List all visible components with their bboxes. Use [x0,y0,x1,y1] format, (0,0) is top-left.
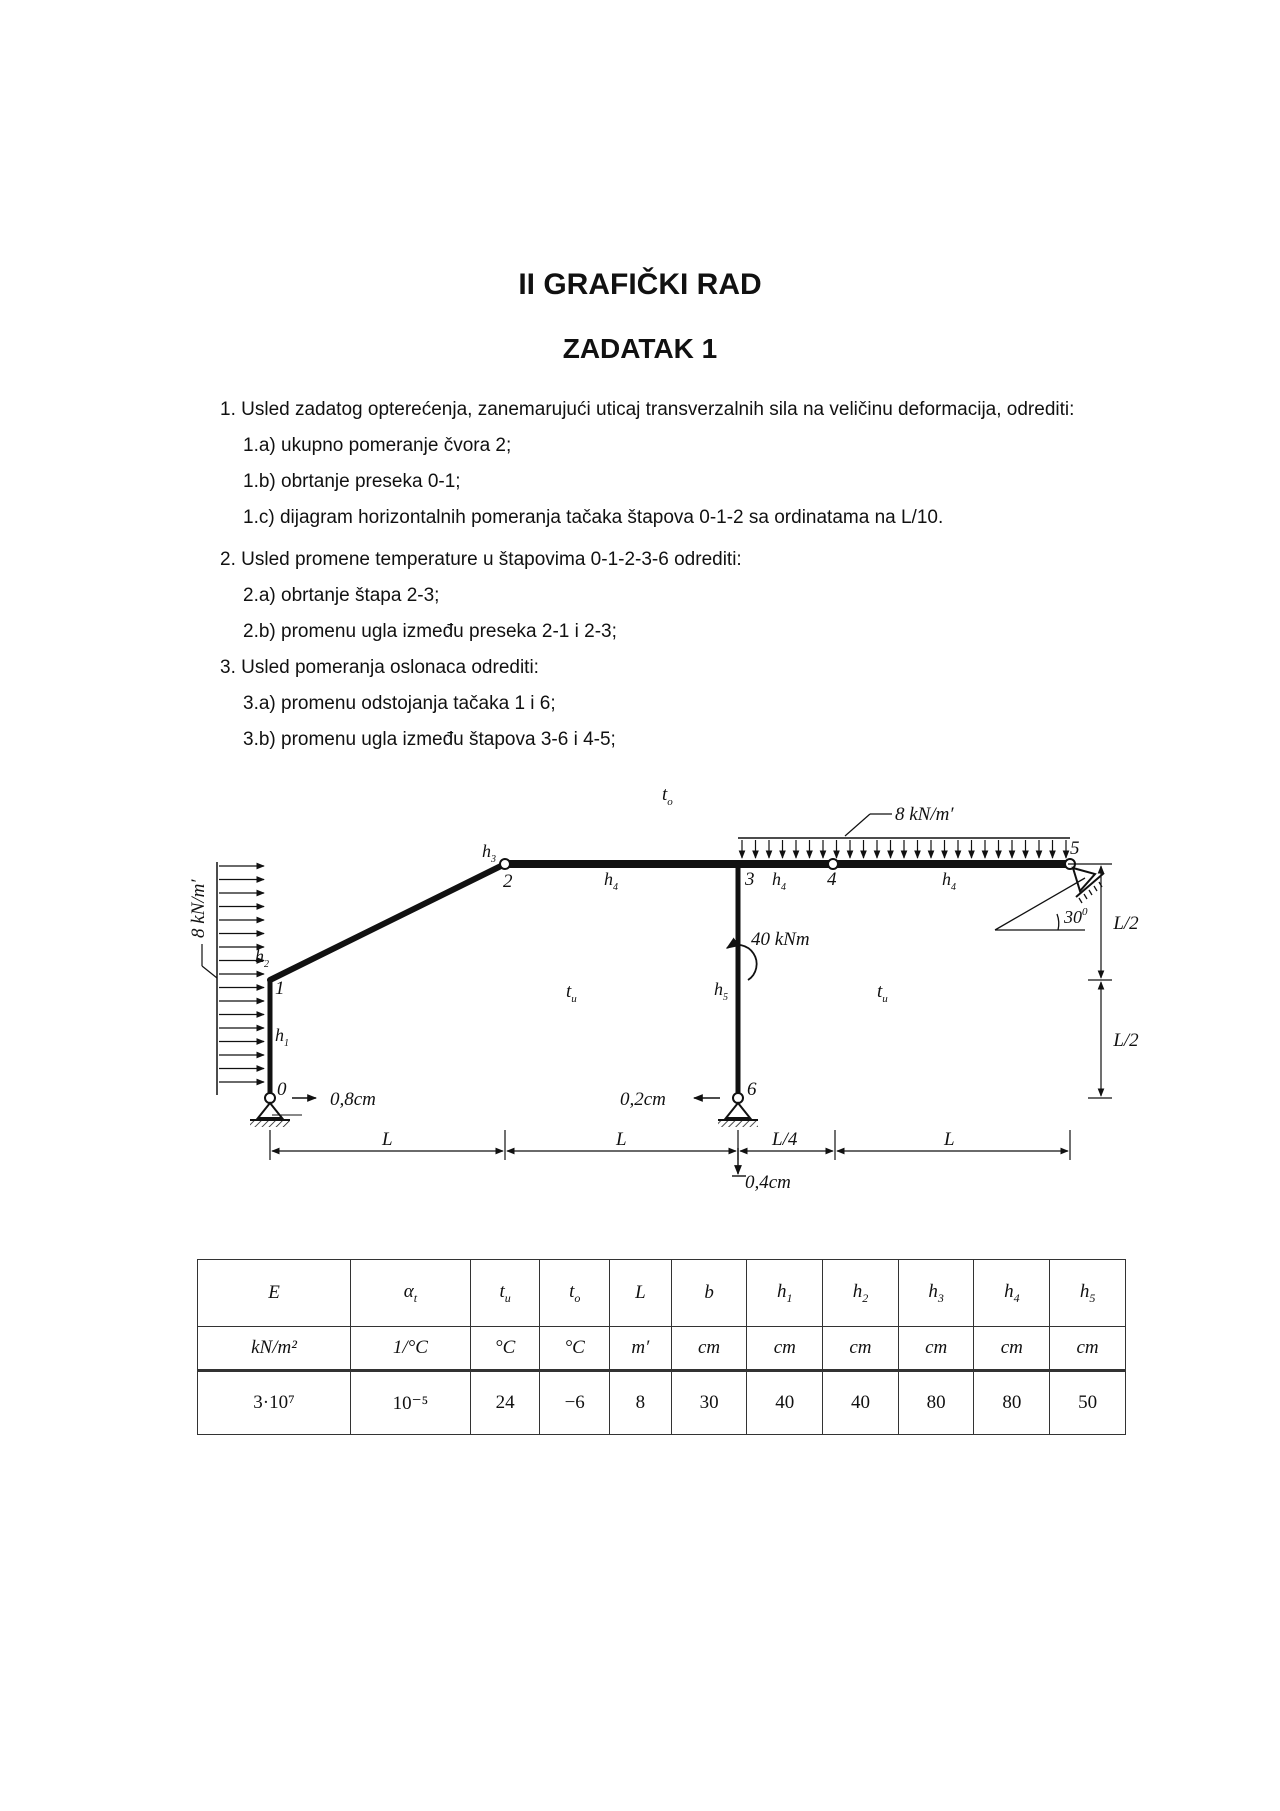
task-list [220,392,1200,758]
unit-cell: cm [974,1327,1050,1371]
symbol-subscript: 1 [786,1290,793,1305]
symbol-row [198,1260,1126,1327]
symbol-text: h [1004,1280,1014,1302]
node-label: 6 [747,1079,757,1100]
symbol-cell [609,1260,671,1327]
load-label-left: 8 kN/m′ [188,879,209,938]
symbol-cell [198,1260,351,1327]
symbol-cell [540,1260,610,1327]
symbol-subscript: 2 [862,1290,869,1305]
value-cell: 40 [823,1371,899,1435]
task-text: 2. Usled promene temperature u štapovima 0-1-2-3-6 odrediti: [220,549,742,570]
section-label: $h_3$ [482,841,496,865]
node-label: 4 [827,869,837,890]
node-label: 3 [745,869,755,890]
unit-cell: cm [823,1327,899,1371]
symbol-subscript: t [413,1290,418,1305]
section-label: $h_5$ [714,979,728,1003]
load-label-top: 8 kN/m′ [895,804,954,825]
dim-label: L [944,1129,955,1150]
unit-cell: m′ [609,1327,671,1371]
unit-cell: cm [1050,1327,1126,1371]
symbol-subscript: 3 [937,1290,944,1305]
task-text: 3. Usled pomeranja oslonaca odrediti: [220,657,539,678]
angle-label: $30^0$ [1064,906,1088,927]
symbol-cell [974,1260,1050,1327]
symbol-subscript: o [574,1290,581,1305]
symbol-cell [747,1260,823,1327]
dim-label: L [616,1129,627,1150]
value-cell: 30 [671,1371,747,1435]
task-item: 3.a) promenu odstojanja tačaka 1 i 6; [243,693,556,714]
unit-row [198,1327,1126,1371]
unit-cell: kN/m² [198,1327,351,1371]
value-cell: −6 [540,1371,610,1435]
section-label: $h_2$ [255,946,269,970]
left-distributed-load [188,862,264,1095]
section-label: $h_1$ [275,1025,289,1049]
task-text: 1. Usled zadatog opterećenja, zanemarujući uticaj transverzalnih sila na veličinu deformacija, odrediti: [220,399,1075,420]
frame-members [270,864,1070,1098]
unit-cell: cm [898,1327,974,1371]
value-cell: 24 [470,1371,540,1435]
symbol-subscript: u [504,1290,511,1305]
symbol-text: α [403,1280,414,1302]
value-cell: 40 [747,1371,823,1435]
symbol-text: t [569,1280,575,1302]
temp-outer-label: $t_o$ [662,784,673,808]
task-item: 1.b) obrtanje preseka 0-1; [243,471,461,492]
unit-cell: °C [540,1327,610,1371]
disp-label: 0,4cm [745,1172,791,1193]
node-labels [275,838,1080,1100]
task-item: 2.b) promenu ugla između preseka 2-1 i 2-3; [243,621,617,642]
dim-label: L/4 [772,1129,798,1150]
symbol-cell [823,1260,899,1327]
task-2 [220,542,1200,650]
value-cell: 50 [1050,1371,1126,1435]
member-1-2 [270,864,505,980]
symbol-subscript: 4 [1013,1290,1020,1305]
section-labels [255,841,956,1049]
node-label: 5 [1070,838,1080,859]
node-label: 2 [503,871,513,892]
value-cell: 3·10⁷ [198,1371,351,1435]
moment-label: 40 kNm [751,929,810,950]
symbol-cell [351,1260,471,1327]
symbol-cell [898,1260,974,1327]
task-item: 3.b) promenu ugla između štapova 3-6 i 4-5; [243,729,616,750]
task-item: 1.c) dijagram horizontalnih pomeranja tačaka štapova 0-1-2 sa ordinatama na L/10. [243,507,944,528]
unit-cell: 1/°C [351,1327,471,1371]
hinge-2 [500,859,510,869]
unit-cell: cm [671,1327,747,1371]
value-cell: 80 [898,1371,974,1435]
task-item: 2.a) obrtanje štapa 2-3; [243,585,440,606]
dim-label: L/2 [1113,913,1139,934]
dim-label: L/2 [1113,1030,1139,1051]
value-row [198,1371,1126,1435]
temp-inner-label-1: $t_u$ [566,981,577,1005]
support-displacements [272,1089,791,1193]
symbol-cell [671,1260,747,1327]
dim-label: L [382,1129,393,1150]
page-title: II GRAFIČKI RAD [518,268,762,301]
support-5 [995,868,1104,930]
temp-inner-label-2: $t_u$ [877,981,888,1005]
node-label: 0 [277,1079,287,1100]
unit-cell: cm [747,1327,823,1371]
parameters-table [197,1259,1126,1435]
symbol-cell [1050,1260,1126,1327]
node-label: 1 [275,978,285,999]
value-cell: 10⁻⁵ [351,1371,471,1435]
task-heading: ZADATAK 1 [562,333,718,364]
task-item: 1.a) ukupno pomeranje čvora 2; [243,435,512,456]
value-cell: 8 [609,1371,671,1435]
symbol-text: h [928,1280,938,1302]
symbol-text: h [1079,1280,1090,1302]
disp-label: 0,2cm [620,1089,666,1110]
symbol-text: h [777,1280,787,1302]
symbol-text: b [704,1282,714,1303]
unit-cell: °C [470,1327,540,1371]
vertical-dimensions [1068,864,1112,1098]
frame-diagram [180,770,1139,1210]
symbol-text: t [499,1280,505,1302]
symbol-text: L [635,1282,646,1303]
task-3 [220,650,1200,758]
top-distributed-load [738,804,1070,858]
symbol-subscript: 5 [1089,1290,1096,1305]
hinge-4 [828,859,838,869]
task-1 [220,392,1200,536]
symbol-text: h [852,1280,863,1302]
symbol-cell [470,1260,540,1327]
section-label: $h_4$ [942,869,956,893]
symbol-text: E [268,1282,280,1303]
section-label: $h_4$ [604,869,618,893]
value-cell: 80 [974,1371,1050,1435]
section-label: $h_4$ [772,869,786,893]
disp-label: 0,8cm [330,1089,376,1110]
